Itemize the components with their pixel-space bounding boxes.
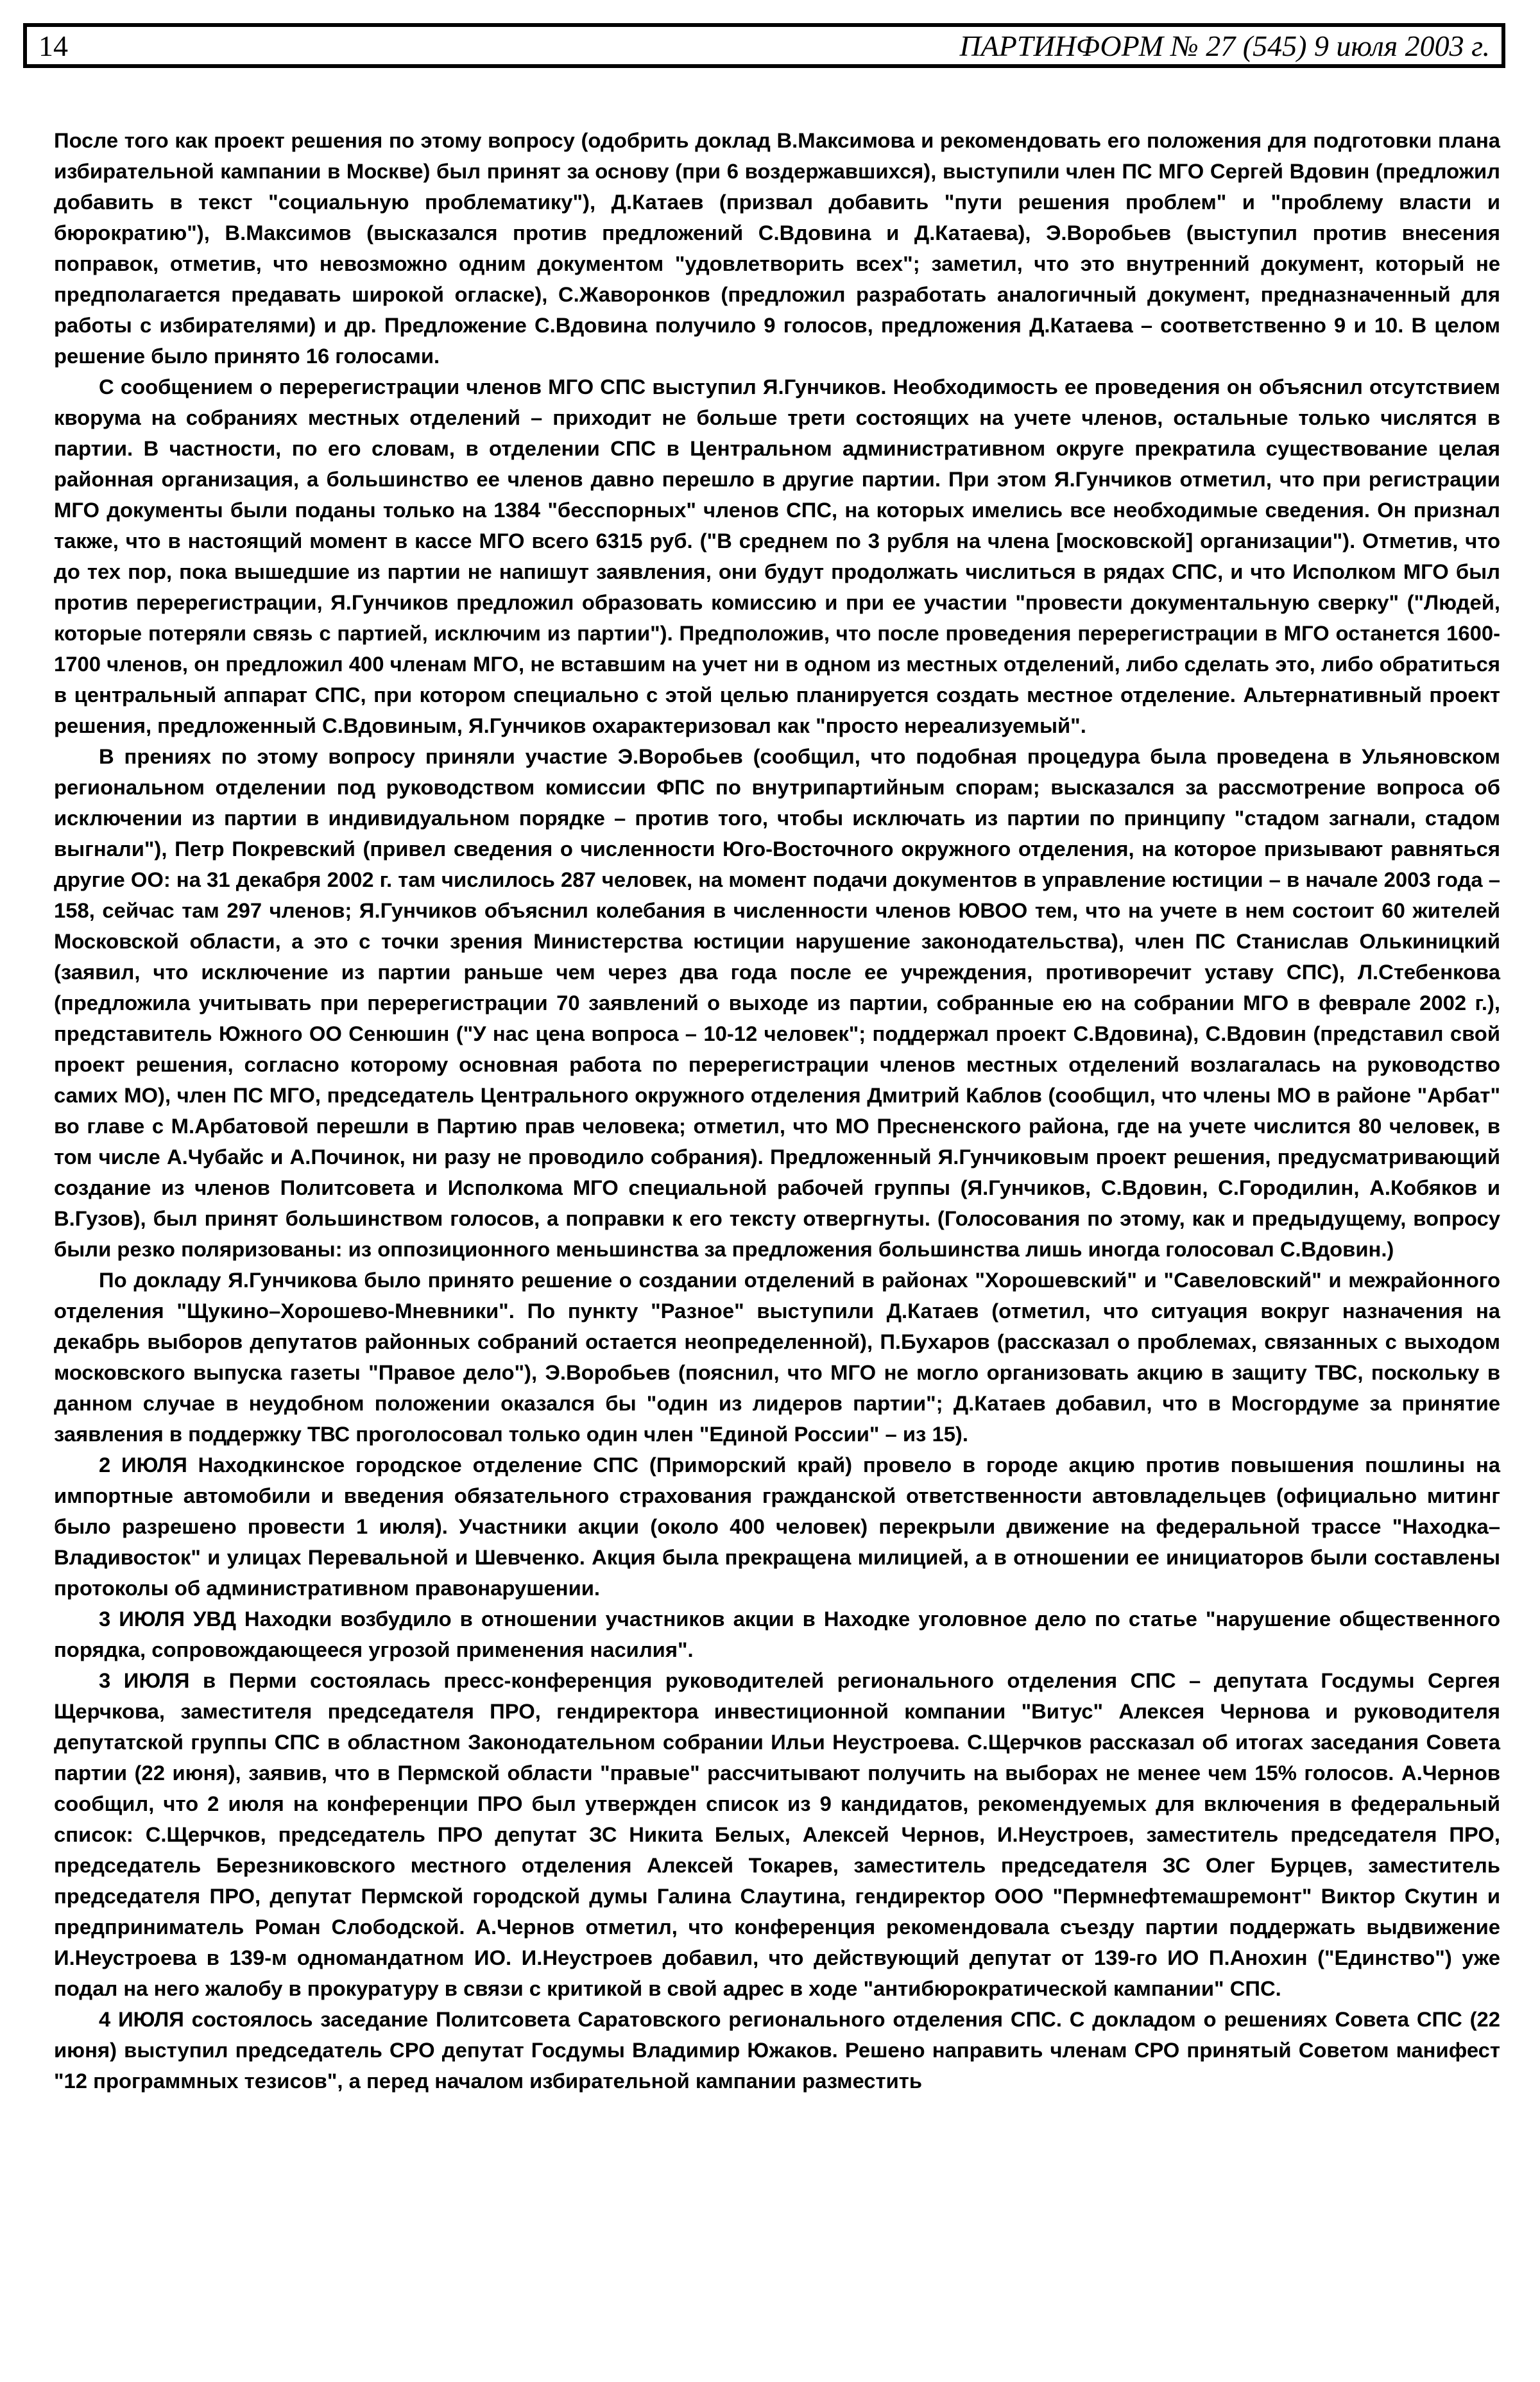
page-header — [23, 23, 1505, 68]
page-number: 14 — [38, 29, 68, 62]
paragraph-2: С сообщением о перерегистрации членов МГО СПС выступил Я.Гунчиков. Необходимость ее проведения он объяснил отсутствием кворума на собраниях местных отделений – приходит не больше трети состоящих на учете членов, остальные только числятся в партии. В частности, по его словам, в отделении СПС в Центральном административном округе прекратила существование целая районная организация, а большинство ее членов давно перешло в другие партии. При этом Я.Гунчиков отметил, что при регистрации МГО документы были поданы только на 1384 "бесспорных" членов СПС, на которых имелись все необходимые сведения. Он признал также, что в настоящий момент в кассе МГО всего 6315 руб. ("В среднем по 3 рубля на члена [московской] организации"). Отметив, что до тех пор, пока вышедшие из партии не напишут заявления, они будут продолжать числиться в рядах СПС, и что Исполком МГО был против перерегистрации, Я.Гунчиков предложил образовать комиссию и при ее участии "провести документальную сверку" ("Людей, которые потеряли связь с партией, исключим из партии"). Предположив, что после проведения перерегистрации в МГО останется 1600-1700 членов, он предложил 400 членам МГО, не вставшим на учет ни в одном из местных отделений, либо сделать это, либо обратиться в центральный аппарат СПС, при котором специально с этой целью планируется создать местное отделение. Альтернативный проект решения, предложенный С.Вдовиным, Я.Гунчиков охарактеризовал как "просто нереализуемый". — [54, 375, 1500, 737]
paragraph-7: 3 ИЮЛЯ в Перми состоялась пресс-конференция руководителей регионального отделения СПС – депутата Госдумы Сергея Щерчкова, заместителя председателя ПРО, гендиректора инвестиционной компании "Витус" Алексея Чернова и руководителя депутатской группы СПС в областном Законодательном собрании Ильи Неустроева. С.Щерчков рассказал об итогах заседания Совета партии (22 июня), заявив, что в Пермской области "правые" рассчитывают получить на выборах не менее чем 15% голосов. А.Чернов сообщил, что 2 июля на конференции ПРО был утвержден список из 9 кандидатов, рекомендуемых для включения в федеральный список: С.Щерчков, председатель ПРО депутат ЗС Никита Белых, Алексей Чернов, И.Неустроев, заместитель председателя ПРО, председатель Березниковского местного отделения Алексей Токарев, заместитель председателя ЗС Олег Бурцев, заместитель председателя ПРО, депутат Пермской городской думы Галина Слаутина, гендиректор ООО "Пермнефтемашремонт" Виктор Скутин и предприниматель Роман Слободской. А.Чернов отметил, что конференция рекомендовала съезду партии поддержать выдвижение И.Неустроева в 139-м одномандатном ИО. И.Неустроев добавил, что действующий депутат от 139-го ИО П.Анохин ("Единство") уже подал на него жалобу в прокуратуру в связи с критикой в свой адрес в ходе "антибюрократической кампании" СПС. — [54, 1668, 1500, 2000]
paragraph-1: После того как проект решения по этому вопросу (одобрить доклад В.Максимова и рекомендовать его положения для подготовки плана избирательной кампании в Москве) был принят за основу (при 6 воздержавшихся), выступили член ПС МГО Сергей Вдовин (предложил добавить в текст "социальную проблематику"), Д.Катаев (призвал добавить "пути решения проблем" и "проблему власти и бюрократию"), В.Максимов (высказался против предложений С.Вдовина и Д.Катаева), Э.Воробьев (выступил против внесения поправок, отметив, что невозможно одним документом "удовлетворить всех"; заметил, что это внутренний документ, который не предполагается предавать широкой огласке), С.Жаворонков (предложил разработать аналогичный документ, предназначенный для работы с избирателями) и др. Предложение С.Вдовина получило 9 голосов, предложения Д.Катаева – соответственно 9 и 10. В целом решение было принято 16 голосами. — [54, 128, 1500, 368]
paragraph-5: 2 ИЮЛЯ Находкинское городское отделение СПС (Приморский край) провело в городе акцию против повышения пошлины на импортные автомобили и введения обязательного страхования гражданской ответственности автовладельцев (официально митинг было разрешено провести 1 июля). Участники акции (около 400 человек) перекрыли движение на федеральной трассе "Находка–Владивосток" и улицах Перевальной и Шевченко. Акция была прекращена милицией, а в отношении ее инициаторов были составлены протоколы об административном правонарушении. — [54, 1453, 1500, 1600]
publication-masthead: ПАРТИНФОРМ № 27 (545) 9 июля 2003 г. — [959, 29, 1490, 62]
paragraph-6: 3 ИЮЛЯ УВД Находки возбудило в отношении участников акции в Находке уголовное дело по статье "нарушение общественного порядка, сопровождающееся угрозой применения насилия". — [54, 1607, 1500, 1661]
paragraph-3: В прениях по этому вопросу приняли участие Э.Воробьев (сообщил, что подобная процедура была проведена в Ульяновском региональном отделении под руководством комиссии ФПС по внутрипартийным спорам; высказался за рассмотрение вопроса об исключении из партии в индивидуальном порядке – против того, чтобы исключать из партии по принципу "стадом загнали, стадом выгнали"), Петр Покревский (привел сведения о численности Юго-Восточного окружного отделения, на которое призывают равняться другие ОО: на 31 декабря 2002 г. там числилось 287 человек, на момент подачи документов в управление юстиции – в начале 2003 года – 158, сейчас там 297 членов; Я.Гунчиков объяснил колебания в численности членов ЮВОО тем, что на учете в нем состоит 60 жителей Московской области, а это с точки зрения Министерства юстиции нарушение законодательства), член ПС Станислав Олькиницкий (заявил, что исключение из партии раньше чем через два года после ее учреждения, противоречит уставу СПС), Л.Стебенкова (предложила учитывать при перерегистрации 70 заявлений о выходе из партии, собранные ею на собрании МГО в феврале 2002 г.), представитель Южного ОО Сенюшин ("У нас цена вопроса – 10-12 человек"; поддержал проект С.Вдовина), С.Вдовин (представил свой проект решения, согласно которому основная работа по перерегистрации членов местных отделений возлагалась на руководство самих МО), член ПС МГО, председатель Центрального окружного отделения Дмитрий Каблов (сообщил, что члены МО в районе "Арбат" во главе с М.Арбатовой перешли в Партию прав человека; отметил, что МО Пресненского района, где на учете числится 80 человек, в том числе А.Чубайс и А.Починок, ни разу не проводило собрания). Предложенный Я.Гунчиковым проект решения, предусматривающий создание из членов Политсовета и Исполкома МГО специальной рабочей группы (Я.Гунчиков, С.Вдовин, С.Городилин, А.Кобяков и В.Гузов), был принят большинством голосов, а поправки к его тексту отвергнуты. (Голосования по этому, как и предыдущему, вопросу были резко поляризованы: из оппозиционного меньшинства за предложения большинства лишь иногда голосовал С.Вдовин.) — [54, 744, 1500, 1261]
paragraph-4: По докладу Я.Гунчикова было принято решение о создании отделений в районах "Хорошевский" и "Савеловский" и межрайонного отделения "Щукино–Хорошево-Мневники". По пункту "Разное" выступили Д.Катаев (отметил, что ситуация вокруг назначения на декабрь выборов депутатов районных собраний остается неопределенной), П.Бухаров (рассказал о проблемах, связанных с выходом московского выпуска газеты "Правое дело"), Э.Воробьев (пояснил, что МГО не могло организовать акцию в защиту ТВС, поскольку в данном случае в неудобном положении оказался бы "один из лидеров партии"; Д.Катаев добавил, что в Мосгордуме за принятие заявления в поддержку ТВС проголосовал только один член "Единой России" – из 15). — [54, 1268, 1500, 1446]
paragraph-8: 4 ИЮЛЯ состоялось заседание Политсовета Саратовского регионального отделения СПС. С докладом о решениях Совета СПС (22 июня) выступил председатель СРО депутат Госдумы Владимир Южаков. Решено направить членам СРО принятый Советом манифест "12 программных тезисов", а перед началом избирательной кампании разместить — [54, 2007, 1500, 2093]
article-body — [54, 125, 1500, 2096]
